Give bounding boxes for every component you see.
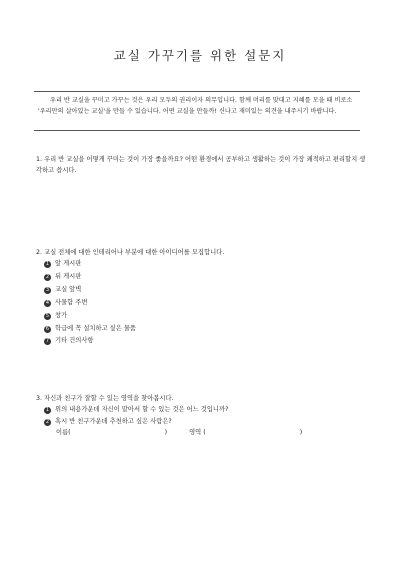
- option-item: [36, 310, 366, 323]
- option-item: [36, 297, 366, 310]
- question-3-text: 3. 자신과 친구가 잘할 수 있는 영역을 찾아봅시다.: [36, 395, 174, 402]
- option-label: 학급에 꼭 설치하고 싶은 물품: [55, 324, 136, 332]
- number-circle-icon: 6: [45, 325, 50, 332]
- option-label: 앞 게시판: [55, 260, 82, 267]
- number-circle-icon: 2: [45, 273, 50, 280]
- question-1: 1. 우리 반 교실을 어떻게 꾸미는 것이 가장 좋을까요? 어떤 환경에서 공부하고 생활하는 것이 가장 쾌적하고 편리할지 생각하고 씁시다.: [36, 156, 366, 174]
- number-circle-icon: 2: [45, 418, 50, 425]
- question-3-sub-1: [36, 404, 366, 416]
- question-2-options: [36, 258, 366, 348]
- page-title: 교실 가꾸기를 위한 설문지: [113, 48, 287, 63]
- option-item: [36, 284, 366, 297]
- question-3-sub-2: [36, 416, 366, 428]
- option-item: [36, 271, 366, 284]
- question-3: [36, 393, 366, 439]
- option-item: [36, 258, 366, 271]
- question-2-text: 2. 교실 전체에 대한 인테리어나 부분에 대한 아이디어를 모집합니다.: [36, 249, 225, 256]
- number-circle-icon: 1: [45, 261, 50, 267]
- option-label: 뒤 게시판: [55, 272, 82, 280]
- number-circle-icon: 3: [45, 286, 50, 293]
- intro-box: 우리 반 교실을 꾸미고 가꾸는 것은 우리 모두의 권리이자 의무입니다. 함께 머리를 맞대고 지혜를 모을 때 비로소 '우리만의 살아있는 교실'을 만들 수 있습니다. 어떤 교실을 만들까! 신나고 재미있는 의견을 내주시기 바랍니다.: [34, 91, 360, 131]
- option-label: 기타 건의사항: [55, 337, 94, 345]
- number-circle-icon: 4: [45, 299, 50, 306]
- option-label: 교실 앞벽: [55, 285, 82, 293]
- number-circle-icon: 5: [45, 312, 50, 319]
- option-label: 창가: [55, 311, 68, 319]
- recommend-fill-line: [36, 427, 366, 439]
- area-close: ): [299, 429, 303, 436]
- number-circle-icon: 7: [45, 338, 50, 345]
- name-label: 이름(: [56, 429, 71, 436]
- sub-label: 위의 내용가운데 자신이 맡아서 할 수 있는 것은 어느 것입니까?: [55, 406, 229, 413]
- number-circle-icon: 1: [45, 407, 50, 413]
- option-item: [36, 323, 366, 336]
- question-2: [36, 247, 366, 348]
- option-label: 사물함 주변: [55, 298, 88, 306]
- option-item: [36, 335, 366, 348]
- area-label: 영역 (: [189, 429, 206, 436]
- sub-label: 혹시 반 친구가운데 추천하고 싶은 사람은?: [55, 417, 172, 425]
- name-close: ): [164, 429, 168, 436]
